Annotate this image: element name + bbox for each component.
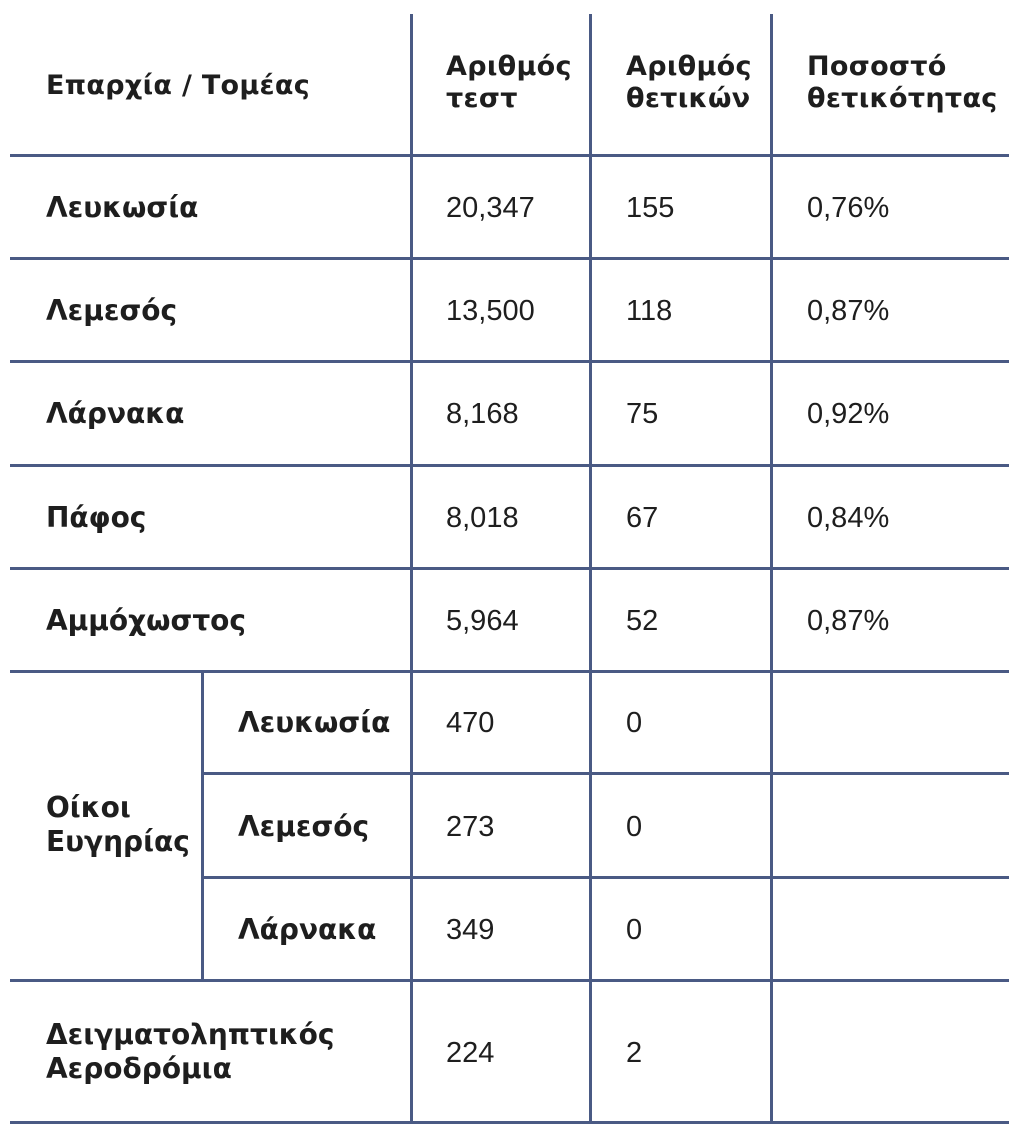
subrow-tests-value: 470 — [446, 707, 495, 739]
column-divider — [770, 14, 773, 1124]
row-divider — [10, 464, 1009, 467]
table-bottom-border — [10, 1121, 1009, 1124]
header-tests-line2: τεστ — [446, 83, 518, 114]
subrow-region-name: Λευκωσία — [238, 706, 391, 739]
row-positives-value: 118 — [626, 295, 673, 327]
row-divider — [10, 257, 1009, 260]
row-region-name: Λευκωσία — [46, 191, 199, 224]
subrow-tests-value: 349 — [446, 914, 495, 946]
row-divider — [10, 979, 1009, 982]
header-positives — [626, 51, 752, 115]
column-divider — [589, 14, 592, 1124]
row-positives-value: 67 — [626, 502, 659, 534]
airports-label — [46, 1018, 335, 1086]
row-region-name: Πάφος — [46, 501, 147, 534]
row-region-name: Αμμόχωστος — [46, 604, 247, 637]
header-rate-line2: θετικότητας — [807, 83, 998, 114]
row-tests-value: 13,500 — [446, 295, 535, 327]
row-divider — [203, 876, 1009, 879]
subrow-positives-value: 0 — [626, 707, 643, 739]
nursing-homes-label-line2: Ευγηρίας — [46, 825, 190, 858]
row-positives-value: 52 — [626, 605, 659, 637]
header-rate-line1: Ποσοστό — [807, 51, 947, 82]
header-region: Επαρχία / Τομέας — [46, 70, 311, 101]
row-region-name: Λάρνακα — [46, 397, 185, 430]
row-divider — [203, 772, 1009, 775]
subrow-positives-value: 0 — [626, 914, 643, 946]
row-tests-value: 8,018 — [446, 502, 519, 534]
nursing-homes-label — [46, 791, 190, 859]
nursing-homes-label-line1: Οίκοι — [46, 791, 131, 824]
header-rate — [807, 51, 998, 115]
airports-positives-value: 2 — [626, 1037, 643, 1069]
header-tests-line1: Αριθμός — [446, 51, 572, 82]
row-tests-value: 20,347 — [446, 192, 535, 224]
row-tests-value: 8,168 — [446, 398, 519, 430]
row-divider — [10, 567, 1009, 570]
subrow-region-name: Λάρνακα — [238, 913, 377, 946]
row-divider — [10, 670, 1009, 673]
airports-tests-value: 224 — [446, 1037, 495, 1069]
row-divider — [10, 154, 1009, 157]
row-rate-value: 0,87% — [807, 295, 890, 327]
header-positives-line2: θετικών — [626, 83, 751, 114]
airports-label-line2: Αεροδρόμια — [46, 1052, 232, 1085]
row-rate-value: 0,92% — [807, 398, 890, 430]
subrow-positives-value: 0 — [626, 811, 643, 843]
airports-label-line1: Δειγματοληπτικός — [46, 1018, 335, 1051]
header-tests — [446, 51, 572, 115]
subgroup-divider — [201, 672, 204, 981]
row-tests-value: 5,964 — [446, 605, 519, 637]
row-rate-value: 0,76% — [807, 192, 890, 224]
row-rate-value: 0,84% — [807, 502, 890, 534]
row-positives-value: 75 — [626, 398, 659, 430]
header-positives-line1: Αριθμός — [626, 51, 752, 82]
row-rate-value: 0,87% — [807, 605, 890, 637]
row-region-name: Λεμεσός — [46, 294, 178, 327]
row-positives-value: 155 — [626, 192, 675, 224]
column-divider — [410, 14, 413, 1124]
row-divider — [10, 360, 1009, 363]
subrow-tests-value: 273 — [446, 811, 495, 843]
subrow-region-name: Λεμεσός — [238, 810, 370, 843]
